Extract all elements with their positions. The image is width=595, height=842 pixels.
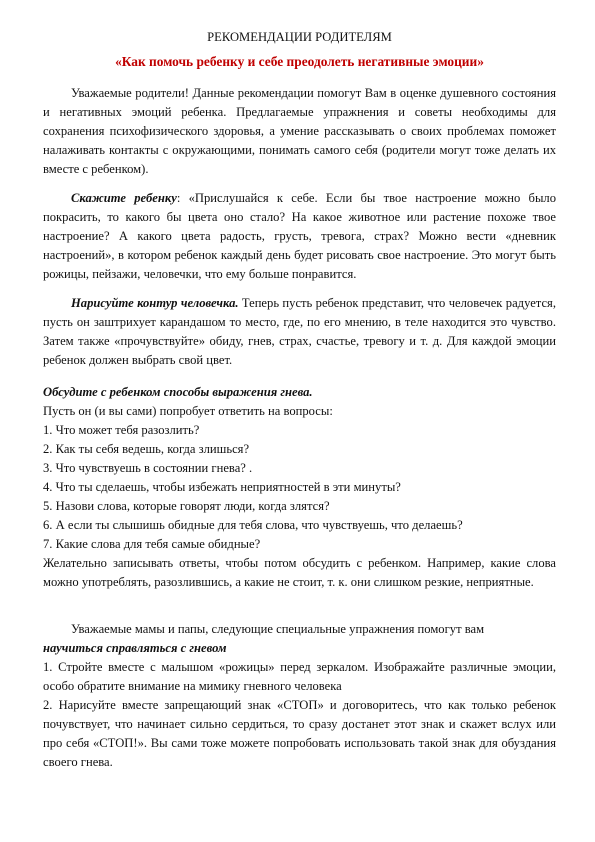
section-anger-closing: Желательно записывать ответы, чтобы потом обсудить с ребенком. Например, какие слова можно употреблять, разозлившись, а какие не стоит, т. к. они слишком резкие, неприятные. — [43, 556, 556, 589]
section-anger-prompt: Пусть он (и вы сами) попробует ответить на вопросы: — [43, 404, 333, 418]
question-item: 6. А если ты слышишь обидные для тебя слова, что чувствуешь, что делаешь? — [43, 518, 463, 532]
intro-paragraph: Уважаемые родители! Данные рекомендации помогут Вам в оценке душевного состояния и негативных эмоций ребенка. Предлагаемые упражнения и советы необходимы для сохранения психофизического здоровья, а умение рассказывать о своих проблемах поможет налаживать контакты с окружающими, понимать самого себя (родители могут тоже делать их вместе с ребенком). — [43, 86, 556, 176]
section-tell-child-lead: Скажите ребенку — [71, 191, 177, 205]
question-item: 1. Что может тебя разозлить? — [43, 423, 200, 437]
section-draw-contour-lead: Нарисуйте контур человечка. — [71, 296, 239, 310]
question-item: 3. Что чувствуешь в состоянии гнева? . — [43, 461, 253, 475]
document-title: РЕКОМЕНДАЦИИ РОДИТЕЛЯМ — [207, 30, 392, 44]
question-item: 4. Что ты сделаешь, чтобы избежать неприятностей в эти минуты? — [43, 480, 401, 494]
question-item: 7. Какие слова для тебя самые обидные? — [43, 537, 261, 551]
section-draw-contour-text: Теперь пусть ребенок представит, что человечек радуется, пусть он заштрихует карандашом то место, где, по его мнению, в теле находится это чувство. Затем также «прочувствуйте» обиду, гнев, страх, счастье, тревогу и т. д. Для каждой эмоции ребенок должен выбрать свой цвет. — [43, 296, 556, 367]
exercise-item: 1. Стройте вместе с малышом «рожицы» перед зеркалом. Изображайте различные эмоции, особо обратите внимание на мимику гневного человека — [43, 660, 556, 693]
document-subtitle: «Как помочь ребенку и себе преодолеть негативные эмоции» — [115, 54, 484, 69]
document-page — [43, 28, 556, 772]
section-exercises-intro: Уважаемые мамы и папы, следующие специальные упражнения помогут вам — [71, 622, 485, 636]
question-item: 5. Назови слова, которые говорят люди, когда злятся? — [43, 499, 330, 513]
section-tell-child-text: : «Прислушайся к себе. Если бы твое настроение можно было покрасить, то какого бы цвета оно стало? На какое животное или растение похоже твое настроение? А какого цвета радость, грусть, тревога, страх? Можно вести «дневник настроений», в котором ребенок каждый день будет рисовать свое настроение. Это могут быть рожицы, пейзажи, человечки, что ему больше понравится. — [43, 191, 556, 281]
section-tell-child — [43, 189, 556, 284]
question-item: 2. Как ты себя ведешь, когда злишься? — [43, 442, 250, 456]
section-draw-contour — [43, 294, 556, 370]
section-exercises-heading: научиться справляться с гневом — [43, 641, 227, 655]
section-anger-heading: Обсудите с ребенком способы выражения гнева. — [43, 385, 313, 399]
exercise-item: 2. Нарисуйте вместе запрещающий знак «СТОП» и договоритесь, что как только ребенок почувствует, что начинает сильно сердиться, то сразу достанет этот знак и скажет вслух или про себя «СТОП!». Вы сами тоже можете попробовать использовать такой знак для обуздания своего гнева. — [43, 698, 556, 769]
